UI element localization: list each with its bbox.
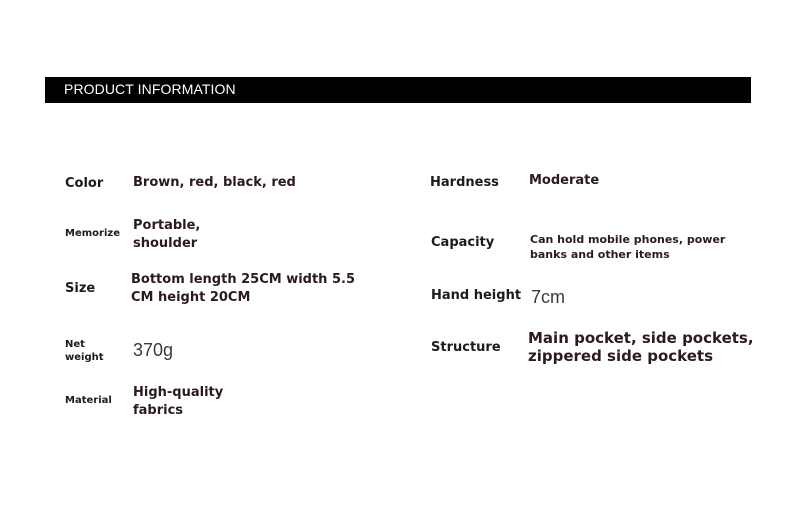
- structure-value-line2: zippered side pockets: [528, 347, 714, 365]
- size-value: [131, 271, 355, 307]
- material-value-line1: High-quality: [133, 385, 224, 400]
- net-weight-value: 370g: [133, 340, 174, 360]
- memorize-value-line1: Portable,: [133, 218, 201, 233]
- capacity-label: Capacity: [431, 235, 495, 250]
- size-value-line1: Bottom length 25CM width 5.5: [131, 272, 355, 287]
- hand-height-label: Hand height: [431, 288, 522, 303]
- section-header-bar: [45, 77, 751, 103]
- hardness-value: Moderate: [529, 173, 600, 188]
- section-title: PRODUCT INFORMATION: [64, 81, 236, 97]
- memorize-value: [133, 217, 200, 253]
- net-weight-label-line1: Net: [65, 339, 85, 350]
- capacity-value-line1: Can hold mobile phones, power: [530, 233, 726, 246]
- memorize-label: Memorize: [65, 228, 120, 239]
- material-label: Material: [65, 395, 112, 406]
- capacity-value-line2: banks and other items: [530, 248, 670, 261]
- color-label: Color: [65, 176, 104, 191]
- net-weight-label: [65, 338, 104, 364]
- hardness-label: Hardness: [430, 175, 499, 190]
- material-value: [133, 384, 223, 420]
- capacity-value: [530, 232, 725, 262]
- color-value: Brown, red, black, red: [133, 175, 296, 190]
- material-value-line2: fabrics: [133, 403, 184, 418]
- hand-height-value: 7cm: [531, 287, 566, 307]
- structure-value: [528, 329, 754, 365]
- memorize-value-line2: shoulder: [133, 236, 198, 251]
- size-value-line2: CM height 20CM: [131, 290, 251, 305]
- structure-label: Structure: [431, 340, 501, 355]
- size-label: Size: [65, 281, 96, 296]
- net-weight-label-line2: weight: [65, 352, 104, 363]
- structure-value-line1: Main pocket, side pockets,: [528, 329, 754, 347]
